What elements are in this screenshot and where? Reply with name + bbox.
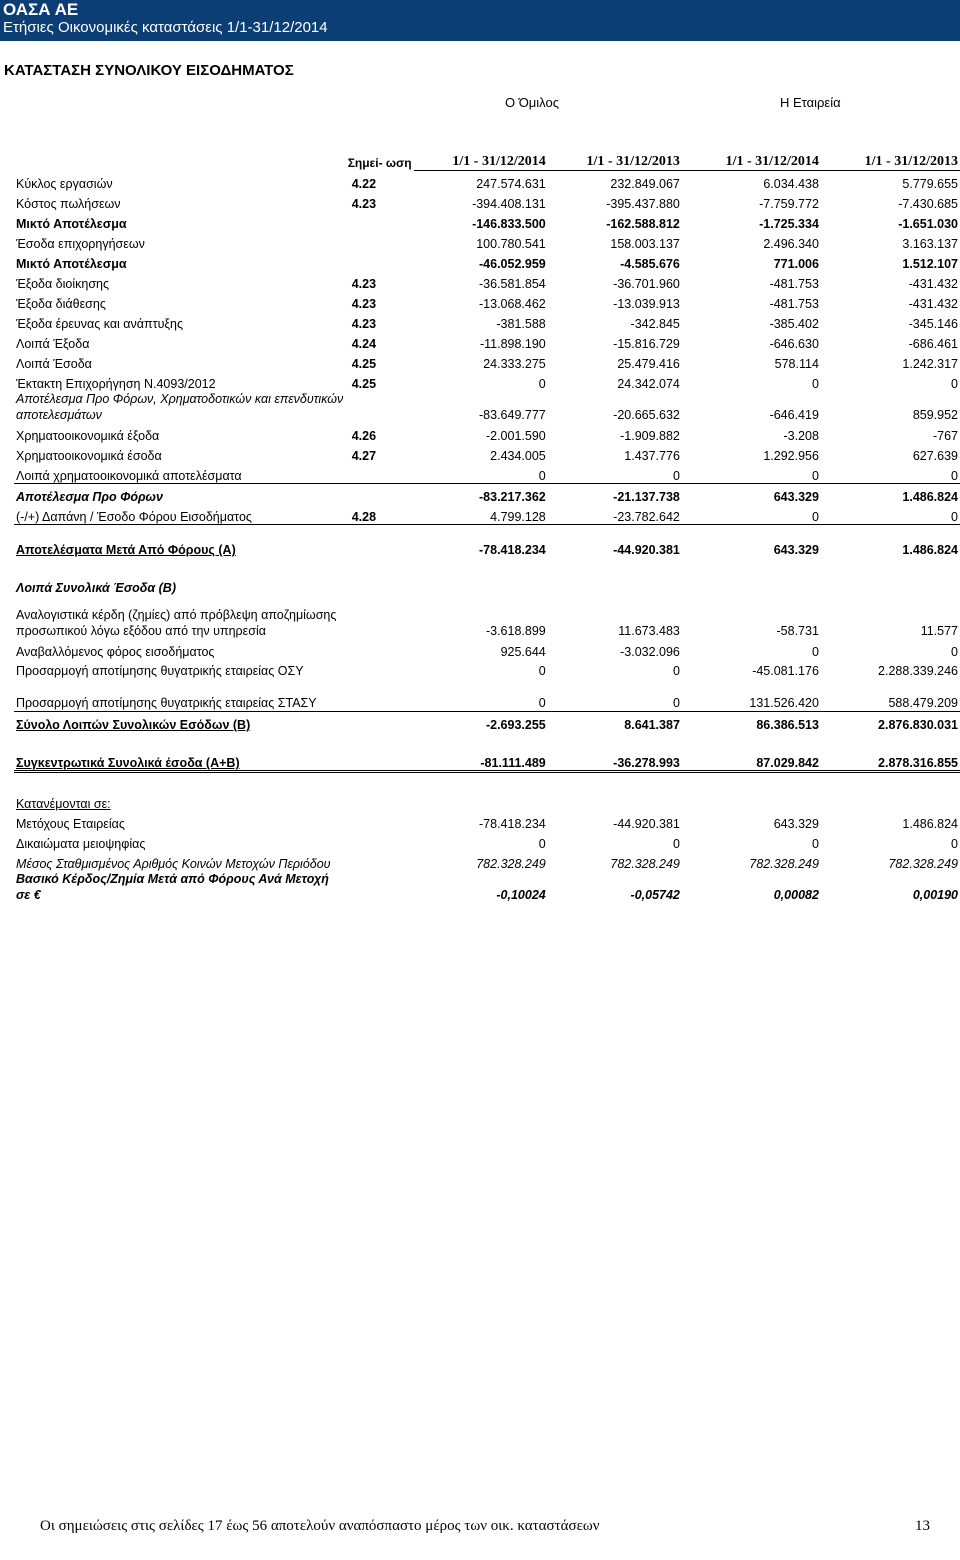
note-ref	[346, 659, 414, 679]
note-ref: 4.23	[351, 317, 377, 331]
note-ref	[346, 484, 414, 505]
amount-c13: -431.432	[908, 297, 958, 311]
amount-c13: -345.146	[908, 317, 958, 331]
row-label: Έξοδα διοίκησης	[16, 277, 110, 291]
note-ref: 4.25	[351, 357, 377, 371]
amount-c14: -3.208	[783, 429, 819, 443]
note-ref	[346, 211, 414, 231]
note-ref: 4.23	[351, 297, 377, 311]
table-row	[14, 504, 960, 525]
row-label: Αναλογιστικά κέρδη (ζημίες) από πρόβλεψη αποζημίωσης προσωπικού λόγω εξόδου από την υπηρεσία	[16, 608, 337, 638]
amount-c14: -646.630	[769, 337, 819, 351]
company-heading: Η Εταιρεία	[780, 95, 841, 110]
amount-c13: 1.486.824	[902, 490, 958, 504]
amount-c14: -646.419	[769, 408, 819, 422]
amount-c14: 643.329	[773, 543, 819, 557]
amount-g14: -83.217.362	[479, 490, 546, 504]
statement-title: ΚΑΤΑΣΤΑΣΗ ΣΥΝΟΛΙΚΟΥ ΕΙΣΟΔΗΜΑΤΟΣ	[4, 62, 294, 79]
group-2014-header: 1/1 - 31/12/2014	[414, 130, 548, 171]
table-row	[14, 171, 960, 192]
row-label: Αποτέλεσμα Προ Φόρων	[16, 490, 163, 504]
row-label: Αποτελέσματα Μετά Από Φόρους (Α)	[16, 543, 236, 557]
amount-g14: 2.434.005	[490, 449, 546, 463]
amount-g13: 11.673.483	[618, 624, 680, 638]
row-label: Προσαρμογή αποτίμησης θυγατρικής εταιρείας ΣΤΑΣΥ	[14, 691, 346, 712]
row-label: Μετόχους Εταιρείας	[16, 817, 125, 831]
company-name: ΟΑΣΑ ΑΕ	[3, 0, 79, 19]
company-2013-header: 1/1 - 31/12/2013	[821, 130, 960, 171]
amount-g13: -13.039.913	[613, 297, 680, 311]
table-row	[14, 191, 960, 211]
table-row	[14, 691, 960, 712]
table-row	[14, 351, 960, 371]
amount-c13: -686.461	[908, 337, 958, 351]
table-header-row	[14, 130, 960, 171]
row-label: Βασικό Κέρδος/Ζημία Μετά από Φόρους Ανά Μετοχή σε €	[16, 872, 329, 902]
amount-c13: 782.328.249	[888, 857, 958, 871]
row-label: Έξοδα έρευνας και ανάπτυξης	[16, 317, 183, 331]
table-row	[14, 311, 960, 331]
note-ref	[346, 463, 414, 484]
amount-c14: 86.386.513	[756, 718, 819, 732]
spacer-row	[14, 525, 960, 538]
section-label: Κατανέμονται σε:	[16, 797, 111, 811]
amount-g13: -3.032.096	[620, 645, 680, 659]
amount-g13: -23.782.642	[548, 504, 682, 525]
row-label: Έσοδα επιχορηγήσεων	[16, 237, 145, 251]
note-ref	[346, 691, 414, 712]
note-ref: 4.24	[351, 337, 377, 351]
amount-c13: -7.430.685	[898, 197, 958, 211]
spacer-row	[14, 772, 960, 792]
table-row	[14, 463, 960, 484]
amount-g13: 158.003.137	[610, 237, 680, 251]
note-ref: 4.27	[351, 449, 377, 463]
amount-c13: 0	[951, 837, 958, 851]
amount-g14: -3.618.899	[485, 624, 546, 638]
amount-g13: -20.665.632	[613, 408, 680, 422]
row-label: Κόστος πωλήσεων	[16, 197, 121, 211]
note-ref: 4.25	[351, 377, 377, 391]
note-ref	[346, 537, 414, 557]
note-ref	[346, 231, 414, 251]
note-ref	[346, 391, 414, 423]
amount-c13: 2.878.316.855	[821, 750, 960, 772]
row-label: Προσαρμογή αποτίμησης θυγατρικής εταιρείας ΟΣΥ	[16, 664, 304, 678]
amount-g14: -394.408.131	[472, 197, 546, 211]
table-row	[14, 871, 960, 903]
table-row	[14, 331, 960, 351]
amount-c14: 131.526.420	[682, 691, 821, 712]
note-ref	[346, 851, 414, 871]
amount-g14: 100.780.541	[476, 237, 546, 251]
amount-g14: -81.111.489	[414, 750, 548, 772]
table-row	[14, 575, 960, 595]
amount-c14: 643.329	[773, 817, 819, 831]
row-label: Δικαιώματα μειοψηφίας	[16, 837, 146, 851]
amount-g14: -2.693.255	[485, 718, 546, 732]
amount-g13: -15.816.729	[613, 337, 680, 351]
amount-c13: 0	[821, 504, 960, 525]
row-label: Αποτέλεσμα Προ Φόρων, Χρηματοδοτικών και επενδυτικών αποτελεσμάτων	[16, 392, 344, 422]
row-label: Κύκλος εργασιών	[16, 177, 113, 191]
amount-g13: -44.920.381	[613, 543, 680, 557]
table-row	[14, 750, 960, 772]
amount-c14: -385.402	[769, 317, 819, 331]
amount-g13: -36.278.993	[548, 750, 682, 772]
amount-g14: 0	[414, 691, 548, 712]
amount-g14: 0	[538, 377, 546, 391]
amount-c14: 6.034.438	[763, 177, 819, 191]
amount-g14: -146.833.500	[472, 217, 546, 231]
note-ref: 4.26	[351, 429, 377, 443]
row-label: Μέσος Σταθμισμένος Αριθμός Κοινών Μετοχών Περιόδου	[16, 857, 331, 871]
amount-g13: 0	[672, 664, 680, 678]
spacer-row	[14, 595, 960, 607]
spacer-row	[14, 679, 960, 691]
table-row	[14, 291, 960, 311]
amount-g14: 247.574.631	[476, 177, 546, 191]
table-row	[14, 423, 960, 443]
amount-c13: 0	[821, 463, 960, 484]
amount-g13: 0	[548, 691, 682, 712]
amount-c14: 643.329	[773, 490, 819, 504]
amount-g13: -44.920.381	[613, 817, 680, 831]
amount-g14: 4.799.128	[414, 504, 548, 525]
amount-c14: -481.753	[769, 277, 819, 291]
row-label: Έκτακτη Επιχορήγηση Ν.4093/2012	[16, 377, 216, 391]
amount-c13: 1.512.107	[902, 257, 958, 271]
group-heading: Ο Όμιλος	[505, 95, 559, 110]
table-row	[14, 851, 960, 871]
table-row	[14, 811, 960, 831]
company-2014-header: 1/1 - 31/12/2014	[682, 130, 821, 171]
amount-c13: 2.876.830.031	[878, 718, 958, 732]
note-ref	[346, 811, 414, 831]
amount-c14: 2.496.340	[763, 237, 819, 251]
note-ref: 4.22	[351, 177, 377, 191]
group-2013-header: 1/1 - 31/12/2013	[548, 130, 682, 171]
amount-c14: -7.759.772	[759, 197, 819, 211]
row-label: Έξοδα διάθεσης	[16, 297, 106, 311]
table-row	[14, 391, 960, 423]
amount-c13: 0	[951, 377, 958, 391]
section-label: Λοιπά Συνολικά Έσοδα (Β)	[16, 581, 176, 595]
row-label: Λοιπά Έσοδα	[16, 357, 92, 371]
document-header	[0, 0, 960, 41]
note-ref: 4.23	[351, 197, 377, 211]
amount-c13: -1.651.030	[898, 217, 958, 231]
note-ref	[346, 251, 414, 271]
amount-c14: 771.006	[773, 257, 819, 271]
amount-g14: -0,10024	[496, 888, 546, 902]
amount-c13: 1.486.824	[902, 817, 958, 831]
amount-g13: -4.585.676	[620, 257, 680, 271]
amount-g14: -83.649.777	[479, 408, 546, 422]
amount-c13: 0	[951, 645, 958, 659]
amount-g14: 0	[414, 463, 548, 484]
note-ref: 4.28	[346, 504, 414, 525]
amount-g13: -342.845	[630, 317, 680, 331]
amount-g13: 232.849.067	[610, 177, 680, 191]
amount-g14: -381.588	[496, 317, 546, 331]
spacer-row	[14, 557, 960, 575]
table-row	[14, 443, 960, 463]
amount-g14: -78.418.234	[479, 543, 546, 557]
amount-c13: 1.486.824	[902, 543, 958, 557]
note-ref	[346, 831, 414, 851]
footer-note: Οι σημειώσεις στις σελίδες 17 έως 56 αποτελούν αναπόσπαστο μέρος των οικ. καταστάσεων	[40, 1518, 600, 1534]
amount-g14: 0	[538, 837, 546, 851]
amount-g13: -1.909.882	[620, 429, 680, 443]
amount-c14: 0	[811, 645, 819, 659]
table-row	[14, 484, 960, 505]
amount-c13: 5.779.655	[902, 177, 958, 191]
amount-c13: -767	[932, 429, 958, 443]
table-row	[14, 251, 960, 271]
amount-c14: 0	[811, 377, 819, 391]
amount-c13: 627.639	[912, 449, 958, 463]
amount-g14: -2.001.590	[485, 429, 546, 443]
amount-c14: -45.081.176	[752, 664, 819, 678]
row-label: Χρηματοοικονομικά έξοδα	[16, 429, 160, 443]
row-label: Σύνολο Λοιπών Συνολικών Εσόδων (Β)	[16, 718, 251, 732]
amount-g14: 24.333.275	[483, 357, 546, 371]
amount-c14: -1.725.334	[759, 217, 819, 231]
table-row	[14, 607, 960, 639]
table-row	[14, 231, 960, 251]
table-row	[14, 211, 960, 231]
note-ref	[346, 712, 414, 733]
amount-g13: -0,05742	[630, 888, 680, 902]
amount-g14: -11.898.190	[479, 337, 546, 351]
amount-g14: -13.068.462	[479, 297, 546, 311]
amount-c14: 1.292.956	[763, 449, 819, 463]
note-ref	[346, 639, 414, 659]
amount-c13: 0,00190	[912, 888, 958, 902]
row-label: (-/+) Δαπάνη / Έσοδο Φόρου Εισοδήματος	[14, 504, 346, 525]
amount-g13: 0	[548, 463, 682, 484]
amount-c14: -481.753	[769, 297, 819, 311]
amount-g13: 1.437.776	[624, 449, 680, 463]
amount-c13: 1.242.317	[902, 357, 958, 371]
amount-g14: -36.581.854	[479, 277, 546, 291]
table-row	[14, 659, 960, 679]
table-row	[14, 271, 960, 291]
table-row	[14, 371, 960, 391]
amount-c13: 859.952	[912, 408, 958, 422]
amount-c13: 11.577	[920, 624, 958, 638]
note-ref: 4.23	[351, 277, 377, 291]
amount-g13: 25.479.416	[617, 357, 680, 371]
note-ref	[346, 871, 414, 903]
note-ref	[346, 607, 414, 639]
page-number: 13	[915, 1518, 930, 1534]
note-ref	[346, 750, 414, 772]
amount-c14: 87.029.842	[682, 750, 821, 772]
amount-g14: -46.052.959	[479, 257, 546, 271]
amount-g13: 0	[672, 837, 680, 851]
row-label: Λοιπά Έξοδα	[16, 337, 90, 351]
amount-c14: 782.328.249	[749, 857, 819, 871]
amount-g14: 782.328.249	[476, 857, 546, 871]
amount-c13: -431.432	[908, 277, 958, 291]
amount-g14: 0	[538, 664, 546, 678]
row-label: Χρηματοοικονομικά έσοδα	[16, 449, 162, 463]
spacer-row	[14, 732, 960, 750]
amount-c14: 0,00082	[773, 888, 819, 902]
amount-c14: -58.731	[776, 624, 819, 638]
report-subtitle: Ετήσιες Οικονομικές καταστάσεις 1/1-31/12/2014	[3, 19, 328, 36]
amount-c14: 0	[682, 463, 821, 484]
amount-g14: -78.418.234	[479, 817, 546, 831]
amount-g13: 8.641.387	[624, 718, 680, 732]
table-row	[14, 791, 960, 811]
amount-c14: 0	[811, 837, 819, 851]
amount-c13: 2.288.339.246	[878, 664, 958, 678]
amount-g14: 925.644	[500, 645, 546, 659]
table-row	[14, 537, 960, 557]
table-row	[14, 831, 960, 851]
table-row	[14, 712, 960, 733]
amount-g13: -36.701.960	[613, 277, 680, 291]
amount-c13: 3.163.137	[902, 237, 958, 251]
amount-g13: -162.588.812	[606, 217, 680, 231]
row-label: Αναβαλλόμενος φόρος εισοδήματος	[16, 645, 215, 659]
amount-c14: 578.114	[774, 357, 819, 371]
row-label: Λοιπά χρηματοοικονομικά αποτελέσματα	[14, 463, 346, 484]
table-row	[14, 639, 960, 659]
income-statement-table	[14, 130, 960, 903]
row-label: Συγκεντρωτικά Συνολικά έσοδα (Α+Β)	[14, 750, 346, 772]
row-label: Μικτό Αποτέλεσμα	[16, 217, 127, 231]
amount-g13: -21.137.738	[613, 490, 680, 504]
row-label: Μικτό Αποτέλεσμα	[16, 257, 127, 271]
amount-c14: 0	[682, 504, 821, 525]
amount-c13: 588.479.209	[821, 691, 960, 712]
note-column-header: Σημεί- ωση	[347, 155, 412, 170]
amount-g13: -395.437.880	[606, 197, 680, 211]
amount-g13: 24.342.074	[617, 377, 680, 391]
amount-g13: 782.328.249	[610, 857, 680, 871]
